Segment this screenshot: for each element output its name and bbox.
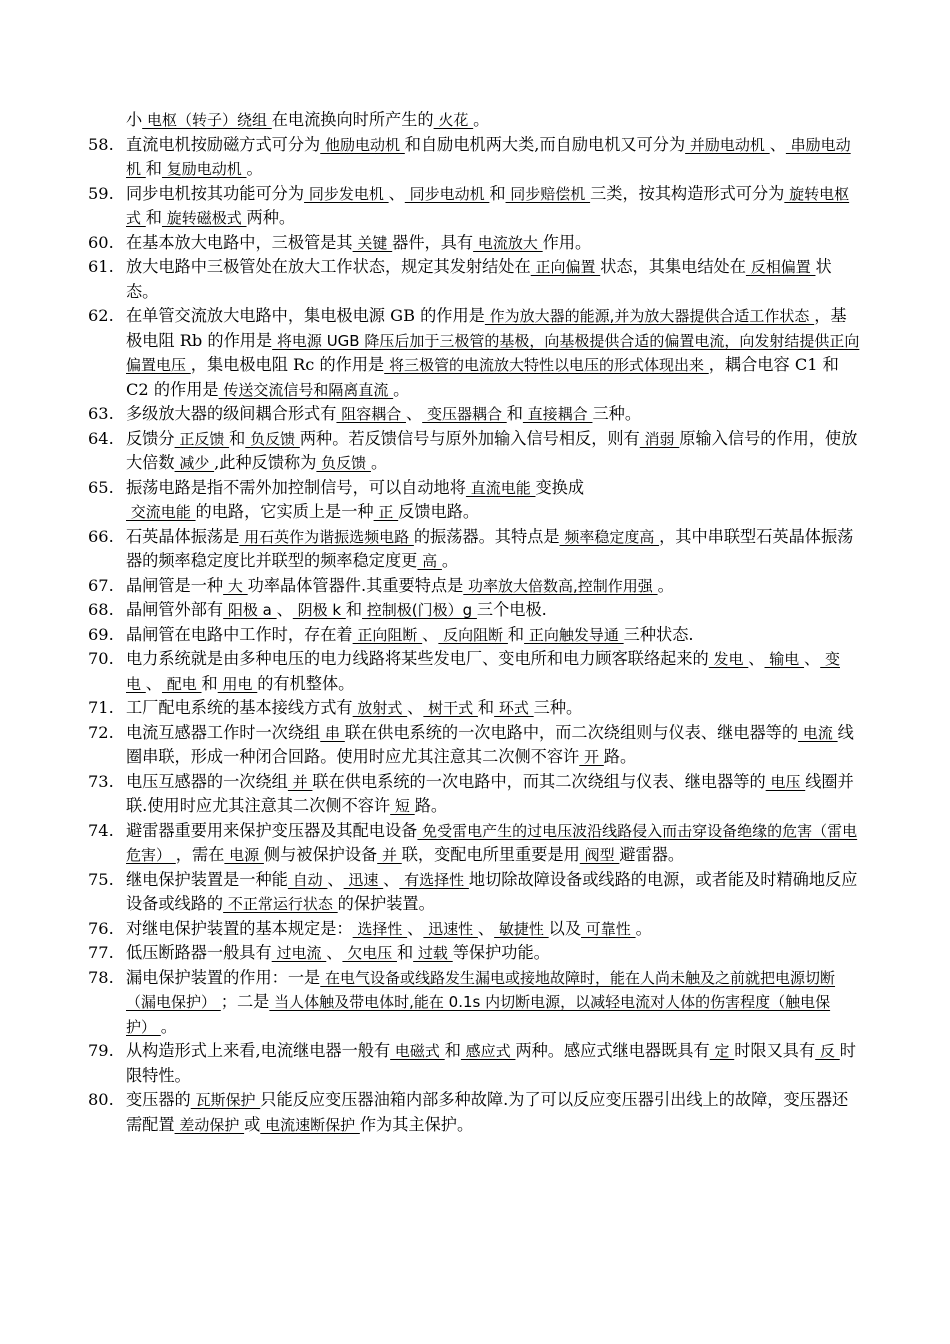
question-text: 三种。 [592, 404, 642, 423]
question-text: 以及 [548, 918, 582, 938]
answer-blank: 发电 [708, 650, 749, 668]
answer-blank: 短 [390, 797, 415, 815]
answer-blank: 负反馈 [245, 429, 300, 448]
question-text: 原输入信号的作用，使放大倍数 [126, 428, 858, 472]
question-item [0, 231, 860, 256]
question-text: ，基极电阻 Rb 的作用是 [126, 306, 847, 350]
question-text: 器件，具有 [392, 232, 474, 252]
question-text: 两种。 [246, 208, 296, 227]
question-text: 、 [405, 404, 423, 423]
answer-blank: 配电 [161, 674, 202, 693]
answer-blank: 电流放大 [473, 233, 543, 252]
answer-blank: 自动 [287, 870, 328, 889]
question-item [0, 647, 860, 696]
answer-blank: 反向阻断 [438, 625, 508, 644]
answer-blank: 将电源 UGB 降压后加于三极管的基极，向基极提供合适的偏置电流，向发射结提供正向偏置电压 [126, 331, 860, 374]
question-item [0, 598, 860, 623]
question-text: 电压互感器的一次绕组 [126, 771, 288, 791]
answer-blank: 反 [815, 1042, 840, 1060]
answer-blank: 放射式 [352, 699, 408, 717]
question-text: 、 [407, 918, 424, 938]
question-text: 变压器的 [126, 1090, 191, 1109]
answer-blank: 阳极 a [223, 601, 277, 619]
question-text: 只能反应变压器油箱内部多种故障.为了可以反应变压器引出线上的故障，变压器还需配置 [126, 1090, 849, 1134]
question-number: 63. [88, 404, 114, 423]
answer-blank: 有选择性 [399, 870, 469, 889]
answer-blank: 同步电动机 [404, 184, 490, 203]
question-text: 、 [748, 649, 765, 668]
question-number: 74. [88, 820, 114, 840]
question-text: 对继电保护装置的基本规定是： [126, 918, 353, 938]
question-text: 和 [145, 159, 162, 178]
question-item [0, 402, 860, 427]
question-text: 和 [489, 183, 506, 203]
question-text: ，耦合电容 C1 和 C2 的作用是 [126, 355, 839, 399]
question-text: 在电流换向时所产生的 [271, 110, 434, 129]
question-item [0, 476, 860, 525]
answer-blank: 敏捷性 [494, 919, 549, 938]
question-text: 三类，按其构造形式可分为 [590, 183, 785, 203]
answer-blank: 并励电动机 [685, 135, 770, 154]
question-number: 75. [88, 869, 114, 889]
question-text: 时限特性。 [126, 1041, 856, 1085]
answer-blank: 阀型 [579, 846, 620, 864]
question-number: 64. [88, 428, 114, 448]
question-text: 、 [388, 183, 405, 203]
question-item [0, 427, 860, 476]
question-item [0, 1039, 860, 1088]
question-text: 和自励电机两大类,而自励电机又可分为 [404, 134, 686, 154]
question-text: 的电路，它实质上是一种 [195, 502, 374, 521]
question-text: 。 [441, 551, 459, 570]
question-number: 62. [88, 306, 114, 325]
answer-blank: 交流电能 [126, 503, 196, 521]
answer-blank: 定 [709, 1042, 735, 1060]
answer-blank: 电枢（转子）绕组 [142, 111, 272, 129]
answer-blank: 火花 [433, 111, 474, 129]
answer-blank: 作为放大器的能源,并为放大器提供合适工作状态 [484, 307, 815, 325]
document-page [0, 108, 950, 1137]
answer-blank: 当人体触及带电体时,能在 0.1s 内切断电源，以减轻电流对人体的伤害程度（触电保护） [126, 993, 831, 1036]
question-item [0, 917, 860, 942]
question-text: 地切除故障设备或线路的电源，或者能及时精确地反应设备或线路的 [126, 869, 858, 913]
question-text: 避雷器重要用来保护变压器及其配电设备 [126, 820, 418, 840]
question-item [0, 696, 860, 721]
question-item [0, 574, 860, 599]
answer-blank: 可靠性 [581, 919, 636, 938]
question-text: 两种。若反馈信号与原外加输入信号相反，则有 [299, 428, 640, 448]
question-item [0, 182, 860, 231]
question-item [0, 525, 860, 574]
question-text: 、 [383, 869, 400, 889]
question-text: 和 [444, 1041, 461, 1060]
answer-blank: 直流电能 [465, 478, 536, 497]
answer-blank: 消弱 [639, 429, 680, 448]
answer-blank: 反相偏置 [745, 258, 816, 276]
question-text: 。 [473, 110, 490, 129]
question-text: 、 [477, 918, 495, 938]
answer-blank: 同步赔偿机 [505, 184, 591, 203]
question-item [0, 304, 860, 402]
question-text: 线圈并联.使用时应尤其注意其二次侧不容许 [126, 771, 854, 815]
answer-blank: 频率稳定度高 [559, 527, 660, 546]
question-text: 石英晶体振荡是 [126, 526, 240, 546]
answer-blank: 迅速性 [423, 919, 478, 938]
question-text: 联，变配电所里重要是用 [401, 845, 580, 864]
answer-blank: 正 [373, 503, 399, 521]
question-text: 工厂配电系统的基本接线方式有 [126, 698, 353, 717]
question-number: 68. [88, 600, 114, 619]
question-item [0, 133, 860, 182]
question-text: 继电保护装置是一种能 [126, 869, 288, 889]
question-number: 79. [88, 1041, 114, 1060]
question-number: 59. [88, 183, 114, 203]
answer-blank: 直接耦合 [522, 405, 593, 423]
question-text: 作用。 [542, 232, 592, 252]
question-item [0, 255, 860, 304]
answer-blank: 串 [320, 723, 345, 742]
question-text: 和 [145, 208, 162, 227]
question-text: 晶闸管外部有 [126, 600, 224, 619]
answer-blank: 电流速断保护 [260, 1115, 360, 1134]
answer-blank: 过载 [413, 944, 453, 962]
question-item [0, 1088, 860, 1137]
question-number: 58. [88, 134, 114, 154]
question-text: 电流互感器工作时一次绕组 [126, 722, 321, 742]
answer-blank: 关键 [352, 233, 393, 252]
question-text: 低压断路器一般具有 [126, 943, 272, 962]
answer-blank: 并 [377, 846, 402, 864]
answer-blank: 他励电动机 [320, 135, 405, 154]
answer-blank: 用石英作为谐振选频电路 [239, 527, 414, 546]
answer-blank: 环式 [494, 699, 534, 717]
answer-blank: 传送交流信号和隔离直流 [218, 380, 394, 399]
question-text: ；二是 [220, 992, 270, 1011]
question-text: 的振荡器。其特点是 [413, 526, 560, 546]
question-text: 作为其主保护。 [359, 1114, 474, 1134]
question-text: 侧与被保护设备 [263, 845, 378, 864]
answer-blank: 阻容耦合 [336, 405, 406, 423]
question-text: 路。 [603, 747, 637, 766]
question-text: 同步电机按其功能可分为 [126, 183, 305, 203]
question-text: 、 [326, 943, 343, 962]
question-text: 和 [229, 428, 246, 448]
question-text: 反馈电路。 [398, 502, 480, 521]
question-number: 61. [88, 257, 114, 276]
answer-blank: 复励电动机 [161, 160, 247, 178]
answer-blank: 串励电动机 [126, 135, 851, 178]
answer-blank: 免受雷电产生的过电压波沿线路侵入而击穿设备绝缘的危害（雷电危害） [126, 821, 858, 864]
question-text: 从构造形式上来看,电流继电器一般有 [126, 1041, 391, 1060]
answer-blank: 电流 [798, 723, 838, 742]
question-number: 76. [88, 918, 114, 938]
question-text: 、 [407, 698, 424, 717]
question-item [0, 721, 860, 770]
question-text: ,此种反馈称为 [214, 453, 317, 472]
answer-blank: 迅速 [343, 870, 384, 889]
question-text: 、 [276, 600, 293, 619]
answer-blank: 并 [287, 772, 313, 791]
answer-blank: 阴极 k [292, 601, 346, 619]
answer-blank: 功率放大倍数高,控制作用强 [463, 576, 658, 595]
question-text: 小 [126, 110, 143, 129]
question-text: ，需在 [175, 845, 225, 864]
question-text: 线圈串联，形成一种闭合回路。使用时应尤其注意其二次侧不容许 [126, 722, 854, 766]
question-text: 、 [804, 649, 821, 668]
question-text: 晶闸管在电路中工作时，存在着 [126, 624, 353, 644]
question-text: 在单管交流放大电路中，集电极电源 GB 的作用是 [126, 306, 485, 325]
question-item [0, 868, 860, 917]
question-text: 联在供电系统的一次电路中，而其二次绕组与仪表、继电器等的 [312, 771, 766, 791]
answer-blank: 控制极(门极）g [362, 601, 477, 619]
question-text: 功率晶体管器件.其重要特点是 [247, 575, 464, 595]
question-text: 三种。 [533, 698, 583, 717]
answer-blank: 大 [223, 576, 248, 595]
question-text: 直流电机按励磁方式可分为 [126, 134, 321, 154]
answer-blank: 电压 [765, 772, 806, 791]
answer-blank: 正向偏置 [530, 258, 601, 276]
question-item [0, 623, 860, 648]
question-text: 的保护装置。 [337, 894, 435, 913]
question-item [0, 108, 860, 133]
question-text: 和 [345, 600, 362, 619]
question-text: 三个电极. [476, 600, 547, 619]
question-item [0, 819, 860, 868]
answer-blank: 在电气设备或线路发生漏电或接地故障时，能在人尚未触及之前就把电源切断（漏电保护） [126, 968, 836, 1011]
question-text: 和 [506, 404, 523, 423]
answer-blank: 输电 [764, 650, 805, 668]
answer-blank: 旋转磁极式 [161, 209, 247, 227]
question-number: 60. [88, 232, 114, 252]
answer-blank: 高 [417, 552, 442, 570]
question-text: 路。 [414, 796, 448, 815]
question-text: 放大电路中三极管处在放大工作状态，规定其发射结处在 [126, 257, 531, 276]
question-number: 70. [88, 649, 114, 668]
question-text: ，其中串联型石英晶体振荡器的频率稳定度比并联型的频率稳定度更 [126, 526, 854, 570]
question-text: 联在供电系统的一次电路中，而二次绕组则与仪表、继电器等的 [344, 722, 799, 742]
answer-blank: 电源 [224, 846, 264, 864]
answer-blank: 不正常运行状态 [223, 895, 338, 913]
question-text: 。 [635, 918, 652, 938]
answer-blank: 差动保护 [174, 1115, 245, 1134]
question-number: 71. [88, 698, 114, 717]
answer-blank: 正反馈 [174, 429, 230, 448]
question-text: 和 [201, 673, 218, 693]
answer-blank: 减少 [174, 454, 215, 472]
question-item [0, 941, 860, 966]
answer-blank: 过电流 [271, 944, 327, 962]
question-text: 。 [160, 1016, 177, 1036]
answer-blank: 树干式 [423, 699, 478, 717]
question-item [0, 770, 860, 819]
answer-blank: 将三极管的电流放大特性以电压的形式体现出来 [384, 356, 709, 374]
answer-blank: 正向触发导通 [524, 625, 624, 644]
question-text: 的有机整体。 [257, 673, 355, 693]
question-text: 、 [327, 869, 344, 889]
question-number: 77. [88, 943, 114, 962]
question-number: 78. [88, 967, 114, 987]
question-text: 电力系统就是由多种电压的电力线路将某些发电厂、变电所和电力顾客联络起来的 [126, 649, 709, 668]
answer-blank: 瓦斯保护 [190, 1091, 261, 1109]
answer-blank: 开 [579, 748, 604, 766]
question-text: 、 [422, 624, 439, 644]
question-text: 和 [507, 624, 525, 644]
question-text: 状态。 [126, 257, 832, 301]
question-text: 两种。感应式继电器既具有 [515, 1041, 710, 1060]
question-text: 、 [145, 673, 162, 693]
question-number: 72. [88, 722, 114, 742]
question-text: 变换成 [535, 477, 585, 497]
question-text: 。 [246, 159, 263, 178]
question-text: 避雷器。 [619, 845, 685, 864]
question-text: 和 [477, 698, 495, 717]
answer-blank: 用电 [217, 674, 258, 693]
question-text: 漏电保护装置的作用：一是 [126, 967, 321, 987]
question-text: 振荡电路是指不需外加控制信号，可以自动地将 [126, 477, 466, 497]
answer-blank: 电磁式 [390, 1042, 445, 1060]
answer-blank: 选择性 [352, 919, 408, 938]
question-text: 时限又具有 [734, 1041, 816, 1060]
answer-blank: 变压器耦合 [422, 405, 507, 423]
question-number: 73. [88, 771, 114, 791]
question-item [0, 966, 860, 1040]
question-text: 在基本放大电路中，三极管是其 [126, 232, 353, 252]
question-text: 和 [396, 943, 414, 962]
question-number: 80. [88, 1090, 114, 1109]
question-text: 。 [370, 453, 388, 472]
question-number: 67. [88, 575, 114, 595]
question-text: 晶闸管是一种 [126, 575, 224, 595]
answer-blank: 欠电压 [342, 944, 397, 962]
question-text: 反馈分 [126, 428, 175, 448]
answer-blank: 同步发电机 [304, 184, 389, 203]
question-number: 69. [88, 624, 114, 644]
question-text: ，集电极电阻 Rc 的作用是 [190, 355, 385, 374]
question-number: 66. [88, 526, 114, 546]
answer-blank: 正向阻断 [352, 625, 423, 644]
question-text: 多级放大器的级间耦合形式有 [126, 404, 337, 423]
question-text: 、 [769, 134, 786, 154]
answer-blank: 旋转电枢式 [126, 184, 850, 227]
question-text: 或 [244, 1114, 261, 1134]
answer-blank: 变电 [126, 650, 840, 693]
question-text: 三种状态. [623, 624, 694, 644]
question-text: 。 [657, 575, 674, 595]
question-text: 等保护功能。 [452, 943, 550, 962]
question-text: 状态，其集电结处在 [600, 257, 746, 276]
question-text: 。 [393, 379, 410, 399]
answer-blank: 负反馈 [316, 454, 371, 472]
answer-blank: 感应式 [460, 1042, 516, 1060]
question-number: 65. [88, 477, 114, 497]
